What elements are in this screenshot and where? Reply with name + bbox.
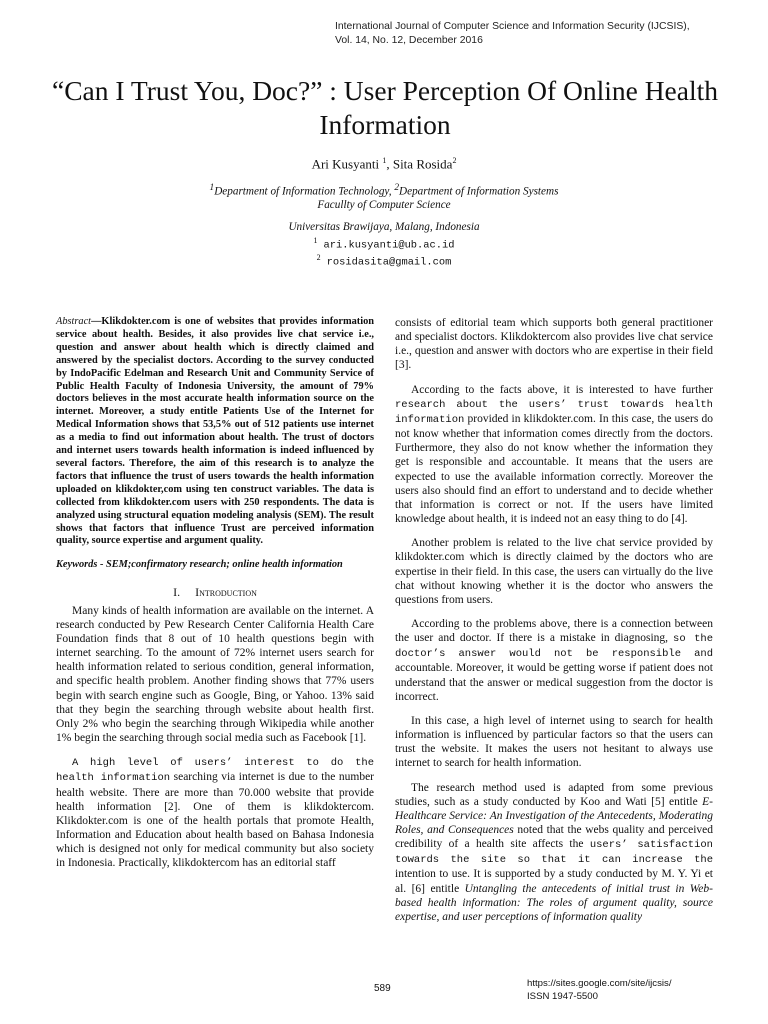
paragraph-segment: accountable. Moreover, it would be getting worse if patient does not understand that the answer or medical suggestion from the doctor is incorrect. — [395, 662, 713, 703]
paragraph-segment: noted that the webs quality and perceived credibility of a health site affects the — [395, 824, 713, 851]
author-name: Sita Rosida — [392, 156, 453, 172]
right-column — [395, 316, 713, 924]
author-sup: 1 — [382, 156, 387, 165]
paragraph: consists of editorial team which supports both general practitioner and specialist doctors. Klikdoktercom also provides live chat service i.e., question and answer with doctors who are expertise in their field [3]. — [395, 317, 713, 372]
abstract-label: Abstract — [56, 316, 92, 327]
paragraph-segment: According to the problems above, there is a connection between the user and doctor. If there is a mistake in diagnosing, — [395, 617, 713, 645]
email-address: ari.kusyanti@ub.ac.id — [323, 239, 455, 252]
paragraph-segment: searching via internet is due to the number health website. There are more than 70.000 website that provide health information [2]. One of them is klikdoktercom. Klikdokter.com is one of the health portals that promote Health, Information and Education about health based on Bahasa Indonesia which is designed not only for medical community but also society in Indonesia. Practically, klikdoktercom has an editorial staff — [56, 771, 375, 870]
footer-info — [527, 977, 672, 1003]
journal-volume: Vol. 14, No. 12, December 2016 — [335, 35, 483, 46]
author-list — [0, 156, 768, 172]
paragraph: Many kinds of health information are available on the internet. A research conducted by Pew Research Center California Health Care Foundation finds that 8 out of 10 health questions begin with internet searching. To the amount of 72% internet users search for health information related to serious condition, general information, and specific health problem. Another finding shows that 77% users begin with search engine such as Google, Bing, or Yahoo. 13% said that they begin the searching through website about health first. Only 2% who begin the searching through Wikipedia while another 1% begin the searching through social media such as Facebook [1]. — [56, 604, 374, 745]
journal-name: International Journal of Computer Science and Information Security (IJCSIS), — [335, 21, 690, 32]
affiliation-sup: 2 — [394, 183, 400, 193]
paragraph-segment: According to the facts above, it is interested to have further — [411, 383, 713, 396]
affiliation-departments — [0, 181, 768, 199]
email-sup: 2 — [316, 253, 321, 262]
paragraph-segment: research about the users’ trust towards health information — [395, 398, 713, 426]
department: Department of Information Technology, — [214, 185, 395, 198]
paragraph-segment: provided in klikdokter.com. In this case, the users do not know whether that information comes directly from the doctors. Furthermore, they also do not know whether the information they get is responsible and accountable. It means that the users are expected to use the available information correctly. Moreover the users also should find an effort to understand and to decide whether that information is correct or not. If the users have limited knowledge about health, it is indeed not an easy thing to do [4]. — [395, 412, 713, 526]
paragraph: In this case, a high level of internet using to search for health information is influenced by particular factors so that the users can trust the website. It makes the users not hesitant to always use internet to search for health information. — [395, 714, 713, 770]
paragraph: Another problem is related to the live chat service provided by klikdokter.com which is directly claimed by the doctors who are expertise in their field. In this case, the users can virtually do the live chat without knowing whether it is the doctor who answers the questions from users. — [395, 537, 713, 606]
paragraph-segment: A high level of users’ interest to do the health information — [56, 757, 374, 785]
author-sup: 2 — [452, 156, 457, 165]
paragraph — [395, 781, 713, 925]
paragraph — [395, 617, 713, 704]
department: Department of Information Systems — [399, 185, 559, 198]
paragraph — [56, 755, 374, 870]
section-heading — [56, 585, 374, 599]
email-sup: 1 — [313, 236, 318, 245]
author-name: Ari Kusyanti — [311, 156, 380, 172]
paragraph-segment: Untangling the antecedents of initial trust in Web-based health information: The roles of argument quality, source expertise, and user perceptions of information quality — [395, 882, 713, 923]
paper-title: “Can I Trust You, Doc?” : User Perception Of Online Health Information — [51, 75, 718, 140]
author-separator: , — [386, 156, 393, 172]
abstract — [56, 316, 374, 548]
left-column — [56, 316, 374, 870]
university: Universitas Brawijaya, Malang, Indonesia — [288, 221, 480, 233]
faculty: Facullty of Computer Science — [317, 199, 451, 211]
email-line — [0, 236, 768, 251]
paragraph-segment: users’ satisfaction towards the site so that it can increase the — [395, 839, 713, 867]
section-number: I. — [173, 585, 181, 600]
footer-issn: ISSN 1947-5500 — [527, 991, 598, 1002]
journal-header — [335, 20, 715, 48]
paragraph-segment: so the doctor’s answer would not be responsible and — [395, 633, 713, 661]
page-number: 589 — [374, 983, 391, 994]
footer-url: https://sites.google.com/site/ijcsis/ — [527, 978, 672, 989]
keywords: Keywords - SEM;confirmatory research; online health information — [56, 559, 343, 571]
email-line — [0, 253, 768, 268]
affiliation-sup: 1 — [209, 183, 215, 193]
email-address: rosidasita@gmail.com — [326, 256, 452, 269]
paragraph — [395, 383, 713, 527]
paragraph-segment: The research method used is adapted from some previous studies, such as a study conducted by Koo and Wati [5] entitle — [395, 781, 713, 808]
section-title: Introduction — [195, 585, 257, 600]
abstract-text: —Klikdokter.com is one of websites that provides information service about health. Besides, it also provides live chat service i.e., question and answer about health which is directly claimed and answered by the specialist doctors. According to the survey conducted by IndoPacific Edelman and Research Unit and Community Service of Public Health Faculty of Indonesia University, the amount of 79% doctors believes in the most accurate health information source on the internet. Moreover, a study entitle Patients Use of the Internet for Medical Information shows that 53,5% out of 512 patients use internet as a media to find out information about health. The trust of doctors and internet users towards health information is indeed influenced by several factors. Therefore, the aim of this research is to analyze the factors that influence the trust of users towards the health information uploaded on klikdokter,com using ten construct variables. The data is collected from klikdokter.com users with 250 respondents. The data is analyzed using structural equation modeling analysis (SEM). The result shows that factors that influence Trust are perceived information quality, source expertise and argument quality. — [56, 316, 374, 547]
paragraph-segment: E-Healthcare Service: An Investigation of the Antecedents, Moderating Roles, and Consequences — [395, 795, 713, 836]
paragraph-segment: intention to use. It is supported by a study conducted by M. Y. Yi et al. [6] entitle — [395, 868, 713, 895]
